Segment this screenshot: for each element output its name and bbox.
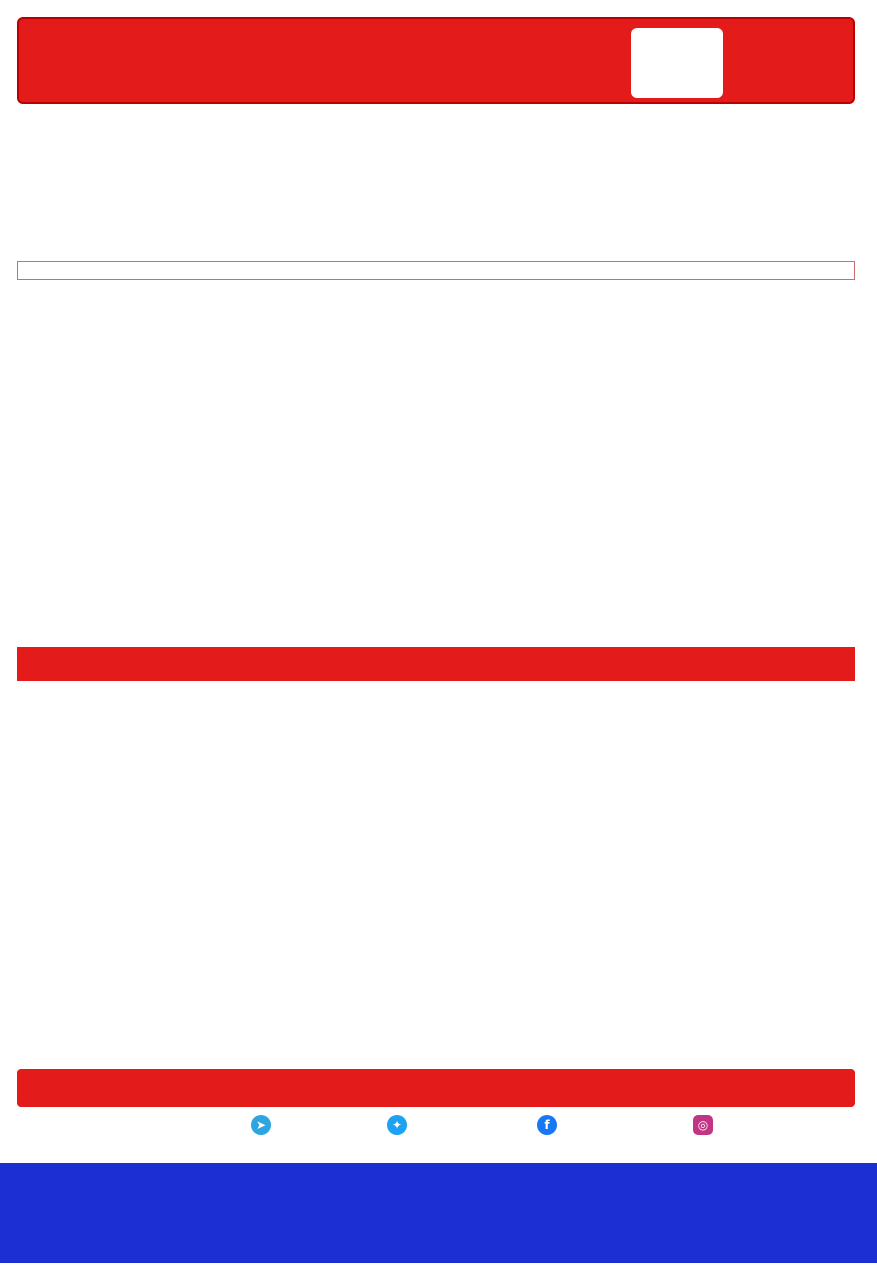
lottery-title (37, 41, 67, 95)
header-banner (17, 17, 855, 104)
telegram-link[interactable] (251, 1115, 275, 1135)
twitter-icon: ✦ (387, 1115, 407, 1135)
social-links (17, 1109, 855, 1143)
footer-banner (17, 1069, 855, 1107)
telegram-icon: ➤ (251, 1115, 271, 1135)
announcement-banner (0, 1163, 877, 1263)
twitter-link[interactable] (387, 1115, 411, 1135)
common-series-note (17, 261, 855, 280)
tenth-prize-header (17, 647, 855, 681)
lottery-ticket (17, 17, 855, 1155)
facebook-link[interactable] (537, 1115, 561, 1135)
facebook-icon: f (537, 1115, 557, 1135)
footer-title (27, 1072, 39, 1097)
instagram-link[interactable] (693, 1115, 717, 1135)
draw-info (727, 27, 851, 30)
instagram-icon: ◎ (693, 1115, 713, 1135)
draw-schedule (631, 28, 723, 98)
